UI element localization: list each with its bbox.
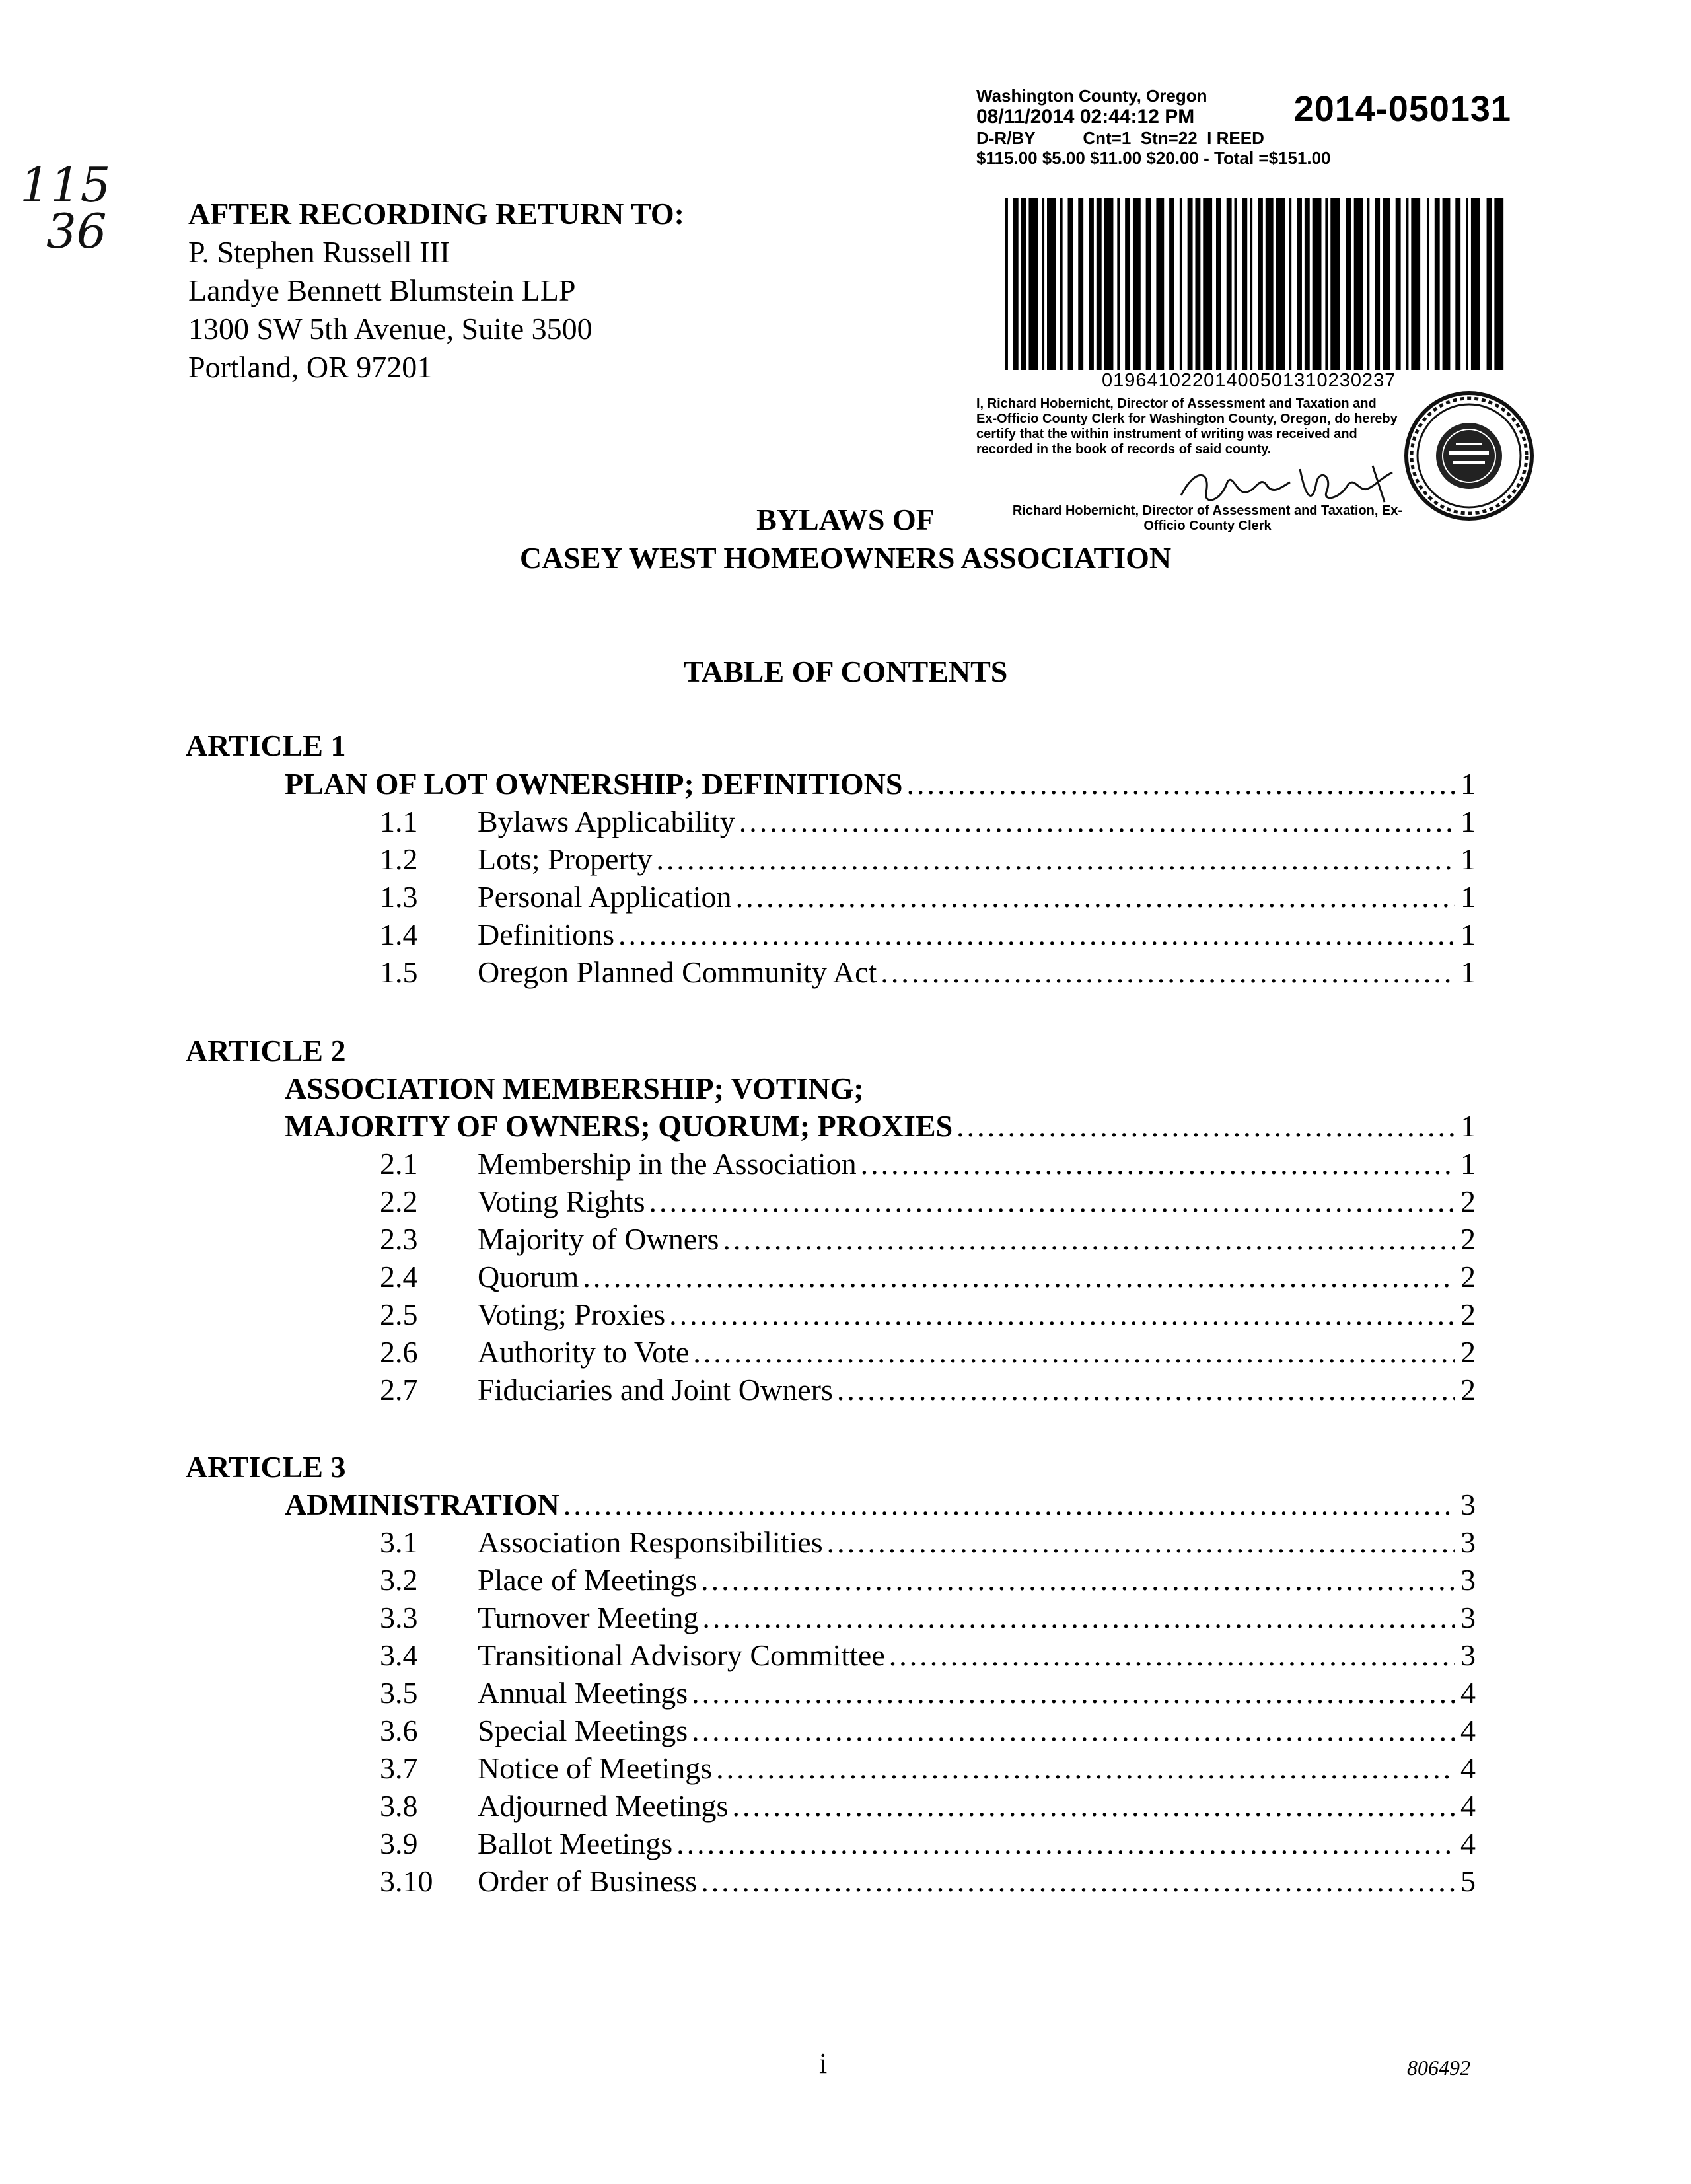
dot-leader (692, 1713, 1455, 1748)
article-label: ARTICLE 3 (186, 1450, 346, 1484)
section-number: 1.1 (380, 805, 418, 838)
barcode-bar (1313, 198, 1322, 370)
page-number: 3 (1460, 1601, 1476, 1634)
section-title: Ballot Meetings (478, 1827, 673, 1860)
section-title: Personal Application (478, 880, 732, 914)
page-number: 2 (1460, 1184, 1476, 1218)
barcode-bar (1104, 198, 1114, 370)
document-number: 2014-050131 (1293, 89, 1511, 129)
barcode-bar (1346, 198, 1351, 370)
section-number: 3.3 (380, 1601, 418, 1634)
dot-leader (656, 842, 1455, 877)
barcode-bar (1289, 198, 1291, 370)
section-number: 3.10 (380, 1864, 433, 1898)
section-number: 3.7 (380, 1751, 418, 1785)
barcode-bar (1406, 198, 1408, 370)
section-title: Place of Meetings (478, 1563, 698, 1597)
handwritten-line: 115 (20, 157, 111, 213)
barcode-bar (1216, 198, 1221, 370)
section-number: 3.8 (380, 1789, 418, 1823)
section-number: 2.2 (380, 1184, 418, 1218)
barcode-number: 01964102201400501310230237 (1102, 370, 1396, 391)
dot-leader (827, 1525, 1455, 1560)
return-line: Portland, OR 97201 (188, 350, 433, 384)
page-number: 2 (1460, 1260, 1476, 1293)
section-number: 2.4 (380, 1260, 418, 1293)
stamp-fees-line: $115.00 $5.00 $11.00 $20.00 - Total =$151.00 (976, 148, 1331, 168)
barcode-bar (1367, 198, 1369, 370)
barcode-bar (1276, 198, 1285, 370)
section-number: 3.2 (380, 1563, 418, 1597)
barcode-bar (1188, 198, 1193, 370)
barcode-bar (1195, 198, 1200, 370)
barcode-bar (1494, 198, 1503, 370)
barcode-bar (1443, 198, 1451, 370)
page-number: 1 (1460, 1109, 1476, 1143)
return-line: Landye Bennett Blumstein LLP (188, 273, 576, 307)
return-line: P. Stephen Russell III (188, 235, 450, 269)
dot-leader (837, 1372, 1455, 1407)
toc-entry (380, 1184, 1476, 1219)
toc-article-heading (285, 766, 1476, 801)
barcode-bar (1097, 198, 1102, 370)
article-heading-text: ADMINISTRATION (285, 1488, 559, 1521)
handwritten-note (20, 157, 111, 259)
page-number: 1 (1460, 880, 1476, 914)
section-title: Majority of Owners (478, 1222, 719, 1256)
toc-entry (380, 1713, 1476, 1748)
barcode-bar (1455, 198, 1460, 370)
toc-entry (380, 917, 1476, 952)
barcode-bar (1089, 198, 1094, 370)
page-number: 1 (1460, 805, 1476, 838)
section-title: Notice of Meetings (478, 1751, 713, 1785)
dot-leader (739, 804, 1455, 839)
barcode-bar (1047, 198, 1056, 370)
toc-entry (380, 804, 1476, 839)
dot-leader (716, 1751, 1455, 1786)
toc-heading: TABLE OF CONTENTS (683, 655, 1008, 688)
toc-entry (380, 1259, 1476, 1294)
barcode-bar (1227, 198, 1232, 370)
section-number: 1.4 (380, 918, 418, 951)
barcode-bar (1180, 198, 1182, 370)
dot-leader (702, 1600, 1455, 1635)
section-number: 2.6 (380, 1335, 418, 1369)
section-title: Bylaws Applicability (478, 805, 735, 838)
dot-leader (723, 1221, 1455, 1256)
section-number: 1.3 (380, 880, 418, 914)
section-title: Adjourned Meetings (478, 1789, 729, 1823)
section-number: 1.2 (380, 842, 418, 876)
dot-leader (881, 955, 1455, 990)
section-number: 3.4 (380, 1638, 418, 1672)
section-title: Special Meetings (478, 1714, 688, 1747)
page-number: 1 (1460, 955, 1476, 989)
barcode-bar (1060, 198, 1063, 370)
page-number: 5 (1460, 1864, 1476, 1898)
return-heading: AFTER RECORDING RETURN TO: (188, 197, 685, 231)
handwritten-line: 36 (46, 203, 107, 259)
barcode-bar (1042, 198, 1044, 370)
section-title: Oregon Planned Community Act (478, 955, 877, 989)
page-number: 4 (1460, 1751, 1476, 1785)
barcode-bar (1297, 198, 1302, 370)
toc-entry (380, 1638, 1476, 1673)
barcode-bar (1133, 198, 1141, 370)
section-number: 3.9 (380, 1827, 418, 1860)
dot-leader (693, 1334, 1455, 1369)
section-number: 2.3 (380, 1222, 418, 1256)
dot-leader (583, 1259, 1455, 1294)
barcode-bar (1013, 198, 1019, 370)
barcode-bar (1242, 198, 1247, 370)
dot-leader (701, 1562, 1455, 1597)
return-line: 1300 SW 5th Avenue, Suite 3500 (188, 312, 593, 346)
toc-entry (380, 1562, 1476, 1597)
toc-entry (380, 955, 1476, 990)
toc-entry (380, 1334, 1476, 1369)
toc-entry (380, 1788, 1476, 1823)
certification-text: I, Richard Hobernicht, Director of Assessment and Taxation and Ex-Officio County Clerk for Washington County, Oregon, do hereby certify that the within instrument of writing was received and recorded in the book of records of said county. (976, 396, 1398, 456)
article-heading-text: PLAN OF LOT OWNERSHIP; DEFINITIONS (285, 767, 903, 801)
barcode-bar (1125, 198, 1130, 370)
barcode-bar (1146, 198, 1151, 370)
barcode-bar (1068, 198, 1073, 370)
dot-leader (906, 766, 1455, 801)
barcode-bar (1325, 198, 1328, 370)
barcode-bar (1258, 198, 1263, 370)
dot-leader (889, 1638, 1455, 1673)
page-number: 4 (1460, 1789, 1476, 1823)
barcode-bar (1266, 198, 1274, 370)
dot-leader (669, 1297, 1455, 1332)
section-title: Turnover Meeting (478, 1601, 699, 1634)
stamp-code-line: D-R/BY Cnt=1 Stn=22 I REED (976, 128, 1264, 148)
section-title: Fiduciaries and Joint Owners (478, 1373, 833, 1406)
section-number: 2.7 (380, 1373, 418, 1406)
dot-leader (701, 1864, 1455, 1899)
toc-entry (380, 1600, 1476, 1635)
section-title: Transitional Advisory Committee (478, 1638, 885, 1672)
barcode-bar (1375, 198, 1380, 370)
section-number: 3.5 (380, 1676, 418, 1710)
section-title: Authority to Vote (478, 1335, 690, 1369)
barcode-bar (1156, 198, 1164, 370)
toc-entry (380, 842, 1476, 877)
toc-entry (380, 1864, 1476, 1899)
toc-entry (380, 1221, 1476, 1256)
barcode-bar (1354, 198, 1363, 370)
page-number: 2 (1460, 1297, 1476, 1331)
barcode-bar (1411, 198, 1420, 370)
barcode-bar (1203, 198, 1212, 370)
dot-leader (563, 1487, 1455, 1522)
page-number: 1 (1460, 918, 1476, 951)
barcode-bar (1250, 198, 1252, 370)
barcode-bar (1078, 198, 1083, 370)
section-title: Definitions (478, 918, 614, 951)
section-number: 3.6 (380, 1714, 418, 1747)
footer-document-id: 806492 (1407, 2056, 1470, 2080)
section-number: 2.5 (380, 1297, 418, 1331)
dot-leader (732, 1788, 1455, 1823)
section-title: Membership in the Association (478, 1147, 857, 1181)
toc-entry (380, 1675, 1476, 1710)
barcode (1005, 198, 1510, 370)
return-address-block (188, 195, 684, 386)
page-number: 2 (1460, 1335, 1476, 1369)
page-number: 1 (1460, 1147, 1476, 1181)
page-number: 4 (1460, 1827, 1476, 1860)
page-number: 3 (1460, 1563, 1476, 1597)
toc-entry (380, 1751, 1476, 1786)
section-title: Association Responsibilities (478, 1525, 823, 1559)
page-number: 4 (1460, 1714, 1476, 1747)
barcode-bar (1487, 198, 1492, 370)
article-label: ARTICLE 2 (186, 1034, 346, 1068)
barcode-bar (1427, 198, 1429, 370)
section-number: 1.5 (380, 955, 418, 989)
barcode-bar (1435, 198, 1440, 370)
page-number: 3 (1460, 1638, 1476, 1672)
document-title-line2: CASEY WEST HOMEOWNERS ASSOCIATION (519, 541, 1172, 575)
barcode-bar (1471, 198, 1480, 370)
page-number: 1 (1460, 767, 1476, 801)
article-heading-text: MAJORITY OF OWNERS; QUORUM; PROXIES (285, 1109, 953, 1143)
section-title: Voting; Proxies (478, 1297, 666, 1331)
section-title: Order of Business (478, 1864, 698, 1898)
dot-leader (649, 1184, 1456, 1219)
toc-entry (380, 1372, 1476, 1407)
section-number: 2.1 (380, 1147, 418, 1181)
section-title: Quorum (478, 1260, 579, 1293)
section-title: Voting Rights (478, 1184, 645, 1218)
barcode-bar (1305, 198, 1310, 370)
page-number: 2 (1460, 1222, 1476, 1256)
barcode-bar (1117, 198, 1120, 370)
barcode-bar (1169, 198, 1174, 370)
toc-entry (380, 1826, 1476, 1861)
barcode-bar (1396, 198, 1401, 370)
section-title: Annual Meetings (478, 1676, 688, 1710)
recording-stamp (976, 86, 1518, 533)
dot-leader (956, 1109, 1455, 1144)
article-label: ARTICLE 1 (186, 729, 346, 762)
toc-entry (380, 879, 1476, 914)
dot-leader (692, 1675, 1455, 1710)
toc-article-heading (285, 1109, 1476, 1144)
toc-entry (380, 1525, 1476, 1560)
document-title-line1: BYLAWS OF (756, 503, 935, 536)
dot-leader (618, 917, 1455, 952)
article-heading-text: ASSOCIATION MEMBERSHIP; VOTING; (285, 1072, 864, 1105)
footer-page-number: i (819, 2047, 828, 2080)
page-number: 1 (1460, 842, 1476, 876)
barcode-bar (1235, 198, 1237, 370)
section-title: Lots; Property (478, 842, 653, 876)
dot-leader (736, 879, 1455, 914)
page-number: 3 (1460, 1488, 1476, 1521)
toc-article-heading (285, 1487, 1476, 1522)
barcode-bar (1330, 198, 1340, 370)
toc-entry (380, 1146, 1476, 1181)
section-number: 3.1 (380, 1525, 418, 1559)
dot-leader (676, 1826, 1455, 1861)
signer-name: Richard Hobernicht, Director of Assessment and Taxation, Ex-Officio County Clerk (1012, 503, 1403, 533)
barcode-bar (1383, 198, 1390, 370)
page-number: 2 (1460, 1373, 1476, 1406)
stamp-datetime: 08/11/2014 02:44:12 PM (976, 106, 1195, 127)
barcode-bar (1028, 198, 1038, 370)
page-number: 4 (1460, 1676, 1476, 1710)
stamp-county: Washington County, Oregon (976, 86, 1207, 106)
barcode-bar (1466, 198, 1468, 370)
dot-leader (861, 1146, 1455, 1181)
barcode-bar (1021, 198, 1026, 370)
toc-entry (380, 1297, 1476, 1332)
page-number: 3 (1460, 1525, 1476, 1559)
barcode-bar (1005, 198, 1008, 370)
